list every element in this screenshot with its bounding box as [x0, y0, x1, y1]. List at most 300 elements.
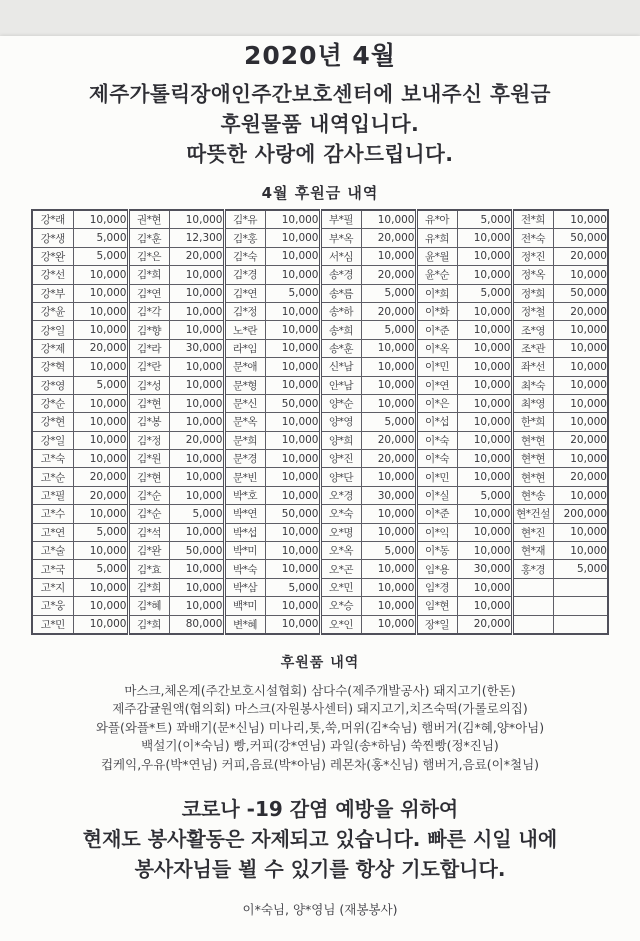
donor-amount: 10,000 — [553, 210, 608, 229]
donor-name: 문*옥 — [224, 413, 265, 431]
donor-name: 김*경 — [224, 266, 265, 284]
donor-name: 조*영 — [512, 321, 553, 339]
donor-amount: 50,000 — [265, 505, 320, 523]
donor-amount: 50,000 — [265, 394, 320, 412]
donor-amount: 10,000 — [265, 486, 320, 504]
donor-name: 송*훈 — [320, 339, 361, 357]
donor-name: 오*인 — [320, 615, 361, 634]
donor-amount: 10,000 — [553, 358, 608, 376]
donor-amount: 5,000 — [457, 210, 512, 229]
donor-amount: 5,000 — [265, 284, 320, 302]
donor-amount: 10,000 — [361, 247, 416, 265]
donor-amount: 10,000 — [361, 358, 416, 376]
donor-amount: 30,000 — [169, 339, 224, 357]
donor-name: 노*란 — [224, 321, 265, 339]
donor-name: 오*옥 — [320, 542, 361, 560]
closing-message — [0, 794, 640, 884]
donor-amount: 10,000 — [553, 542, 608, 560]
donor-name: 문*희 — [224, 431, 265, 449]
donor-amount: 10,000 — [553, 339, 608, 357]
donor-amount: 80,000 — [169, 615, 224, 634]
donor-name: 조*관 — [512, 339, 553, 357]
donor-amount: 20,000 — [553, 431, 608, 449]
donor-name: 이*연 — [416, 376, 457, 394]
donor-name: 강*현 — [32, 413, 73, 431]
donation-table-body — [32, 210, 608, 634]
donor-amount: 5,000 — [361, 284, 416, 302]
donor-name: 이*실 — [416, 486, 457, 504]
donor-amount: 10,000 — [265, 339, 320, 357]
donor-name: 오*경 — [320, 486, 361, 504]
donor-name: 전*숙 — [512, 229, 553, 247]
donor-name: 이*숙 — [416, 450, 457, 468]
donor-name: 강*일 — [32, 431, 73, 449]
donor-name: 임*현 — [416, 597, 457, 615]
donor-amount: 10,000 — [361, 560, 416, 578]
donor-amount: 200,000 — [553, 505, 608, 523]
donor-amount: 10,000 — [73, 358, 128, 376]
donor-amount — [553, 597, 608, 615]
donor-amount: 20,000 — [553, 247, 608, 265]
donor-amount: 5,000 — [457, 486, 512, 504]
donor-amount: 10,000 — [361, 523, 416, 541]
donor-name: 김*성 — [128, 376, 169, 394]
donor-amount: 10,000 — [265, 468, 320, 486]
donor-amount: 10,000 — [169, 468, 224, 486]
donor-name: 양*순 — [320, 394, 361, 412]
goods-list — [0, 682, 640, 775]
donor-name: 박*연 — [224, 505, 265, 523]
donor-amount: 20,000 — [169, 431, 224, 449]
donor-amount: 10,000 — [265, 523, 320, 541]
donor-amount: 10,000 — [169, 597, 224, 615]
donor-amount: 10,000 — [457, 247, 512, 265]
donor-amount: 10,000 — [169, 394, 224, 412]
subtitle-line-2: 후원물품 내역입니다. — [220, 112, 420, 136]
donor-amount: 5,000 — [169, 505, 224, 523]
donor-amount: 20,000 — [361, 266, 416, 284]
donor-amount: 10,000 — [457, 376, 512, 394]
donor-name: 김*각 — [128, 302, 169, 320]
donor-name: 좌*선 — [512, 358, 553, 376]
goods-line: 백설기(이*숙님) 빵,커피(강*연님) 과일(송*하님) 쑥찐빵(정*진님) — [141, 738, 499, 754]
donor-amount: 10,000 — [265, 597, 320, 615]
donor-amount: 20,000 — [361, 229, 416, 247]
donor-name: 문*형 — [224, 376, 265, 394]
donor-amount — [553, 578, 608, 596]
donor-name: 현*재 — [512, 542, 553, 560]
donor-amount: 30,000 — [457, 560, 512, 578]
table-row — [32, 394, 608, 412]
donor-amount: 10,000 — [265, 615, 320, 634]
donor-name: 고*순 — [32, 468, 73, 486]
donor-name: 박*섭 — [224, 523, 265, 541]
donor-name: 강*윤 — [32, 302, 73, 320]
donor-amount: 5,000 — [73, 523, 128, 541]
donor-name: 신*남 — [320, 358, 361, 376]
donor-name: 강*생 — [32, 229, 73, 247]
donor-name: 강*제 — [32, 339, 73, 357]
closing-line: 봉사자님들 뵐 수 있기를 항상 기도합니다. — [134, 857, 506, 882]
donor-amount: 10,000 — [553, 486, 608, 504]
donor-amount: 10,000 — [457, 431, 512, 449]
donor-amount: 10,000 — [265, 450, 320, 468]
donor-amount: 5,000 — [361, 542, 416, 560]
donor-amount — [553, 615, 608, 634]
donor-name: 김*정 — [128, 431, 169, 449]
donor-name: 김*향 — [128, 321, 169, 339]
donor-amount: 10,000 — [361, 394, 416, 412]
donor-name: 유*희 — [416, 229, 457, 247]
donor-amount: 10,000 — [265, 302, 320, 320]
donor-amount: 5,000 — [73, 229, 128, 247]
donor-name: 김*라 — [128, 339, 169, 357]
donor-name: 현*현 — [512, 450, 553, 468]
donor-name: 장*일 — [416, 615, 457, 634]
donor-amount: 10,000 — [553, 523, 608, 541]
donor-name: 강*부 — [32, 284, 73, 302]
donor-name: 부*옥 — [320, 229, 361, 247]
donor-name: 오*곤 — [320, 560, 361, 578]
donor-name: 백*미 — [224, 597, 265, 615]
subtitle-line-1: 제주가톨릭장애인주간보호센터에 보내주신 후원금 — [89, 82, 551, 106]
donor-amount: 10,000 — [169, 302, 224, 320]
donor-name: 현*진 — [512, 523, 553, 541]
donor-amount: 10,000 — [457, 339, 512, 357]
donation-table-title: 4월 후원금 내역 — [261, 184, 379, 202]
donor-amount: 10,000 — [265, 413, 320, 431]
donor-amount: 10,000 — [169, 376, 224, 394]
credit-line: 이*숙님, 양*영님 (재봉봉사) — [242, 902, 398, 918]
donor-name: 김*유 — [224, 210, 265, 229]
donor-amount: 10,000 — [457, 578, 512, 596]
donor-amount: 10,000 — [457, 505, 512, 523]
donor-amount: 10,000 — [361, 339, 416, 357]
donor-amount: 10,000 — [457, 468, 512, 486]
donor-name: 김*봉 — [128, 413, 169, 431]
donor-amount: 20,000 — [361, 302, 416, 320]
donor-name: 문*신 — [224, 394, 265, 412]
donor-name: 현*건설 — [512, 505, 553, 523]
donor-amount: 10,000 — [265, 376, 320, 394]
donor-name: 이*준 — [416, 321, 457, 339]
donor-name: 현*송 — [512, 486, 553, 504]
scanned-document-page — [0, 36, 640, 941]
donor-name: 김*현 — [128, 468, 169, 486]
donor-amount: 5,000 — [73, 560, 128, 578]
donor-amount: 20,000 — [73, 468, 128, 486]
donor-amount: 10,000 — [457, 358, 512, 376]
donor-amount: 10,000 — [169, 284, 224, 302]
donor-amount: 10,000 — [361, 505, 416, 523]
donor-amount: 5,000 — [361, 413, 416, 431]
table-row — [32, 431, 608, 449]
donor-name: 정*옥 — [512, 266, 553, 284]
donor-name: 김*희 — [128, 266, 169, 284]
donor-amount: 10,000 — [265, 358, 320, 376]
donor-amount: 10,000 — [553, 376, 608, 394]
donor-name: 변*혜 — [224, 615, 265, 634]
donor-name: 안*남 — [320, 376, 361, 394]
donor-amount: 10,000 — [361, 597, 416, 615]
table-row — [32, 302, 608, 320]
donor-name: 박*미 — [224, 542, 265, 560]
donor-name: 강*일 — [32, 321, 73, 339]
donor-amount: 12,300 — [169, 229, 224, 247]
donor-name: 문*경 — [224, 450, 265, 468]
donor-amount: 10,000 — [265, 247, 320, 265]
table-row — [32, 523, 608, 541]
donor-name: 강*래 — [32, 210, 73, 229]
donor-name: 최*숙 — [512, 376, 553, 394]
donor-amount: 10,000 — [73, 597, 128, 615]
table-row — [32, 578, 608, 596]
donor-amount: 10,000 — [265, 229, 320, 247]
donor-amount: 10,000 — [457, 523, 512, 541]
donor-amount: 10,000 — [265, 210, 320, 229]
table-row — [32, 284, 608, 302]
document-header — [0, 36, 640, 169]
donor-amount: 10,000 — [265, 560, 320, 578]
donor-name: 송*경 — [320, 266, 361, 284]
donor-amount: 10,000 — [73, 284, 128, 302]
donor-name: 이*희 — [416, 284, 457, 302]
donor-amount: 5,000 — [553, 560, 608, 578]
donor-name: 양*희 — [320, 431, 361, 449]
donor-name: 양*영 — [320, 413, 361, 431]
page-title: 2020년 4월 — [244, 41, 396, 70]
donor-name: 부*필 — [320, 210, 361, 229]
donor-amount: 10,000 — [553, 266, 608, 284]
donor-name: 김*숙 — [224, 247, 265, 265]
donor-name: 고*연 — [32, 523, 73, 541]
donor-name: 오*승 — [320, 597, 361, 615]
donor-name: 김*란 — [128, 358, 169, 376]
donor-name: 이*은 — [416, 394, 457, 412]
donor-amount: 20,000 — [457, 615, 512, 634]
table-row — [32, 505, 608, 523]
table-row — [32, 339, 608, 357]
donor-amount: 10,000 — [73, 302, 128, 320]
donor-name: 이*민 — [416, 468, 457, 486]
donor-amount: 10,000 — [73, 450, 128, 468]
donor-name: 윤*월 — [416, 247, 457, 265]
donor-name: 김*정 — [224, 302, 265, 320]
donor-name: 김*석 — [128, 523, 169, 541]
donor-name: 전*희 — [512, 210, 553, 229]
donor-amount: 10,000 — [73, 578, 128, 596]
table-row — [32, 247, 608, 265]
donor-amount: 20,000 — [553, 302, 608, 320]
donor-name: 이*옥 — [416, 339, 457, 357]
donor-name: 정*진 — [512, 247, 553, 265]
donor-name: 이*민 — [416, 358, 457, 376]
donor-name: 김*순 — [128, 486, 169, 504]
donor-name: 이*준 — [416, 505, 457, 523]
donor-name: 문*애 — [224, 358, 265, 376]
donor-name: 오*민 — [320, 578, 361, 596]
donor-name: 문*빈 — [224, 468, 265, 486]
donor-amount: 10,000 — [457, 413, 512, 431]
donor-amount: 10,000 — [361, 615, 416, 634]
donor-amount: 10,000 — [361, 210, 416, 229]
closing-line: 현재도 봉사활동은 자제되고 있습니다. 빠른 시일 내에 — [82, 827, 558, 852]
donor-amount: 10,000 — [169, 413, 224, 431]
donor-amount: 50,000 — [169, 542, 224, 560]
goods-title: 후원품 내역 — [280, 654, 360, 671]
donor-name: 김*완 — [128, 542, 169, 560]
donor-amount: 10,000 — [73, 394, 128, 412]
table-row — [32, 597, 608, 615]
donor-amount: 30,000 — [361, 486, 416, 504]
donor-amount: 10,000 — [169, 321, 224, 339]
donor-amount: 10,000 — [361, 468, 416, 486]
donor-name: 김*희 — [128, 615, 169, 634]
donor-name — [512, 597, 553, 615]
donor-name: 고*수 — [32, 505, 73, 523]
donor-name: 박*숙 — [224, 560, 265, 578]
donor-amount: 10,000 — [169, 523, 224, 541]
donor-amount: 10,000 — [73, 210, 128, 229]
donor-name: 김*훈 — [128, 229, 169, 247]
donor-name: 라*임 — [224, 339, 265, 357]
donor-amount: 10,000 — [73, 413, 128, 431]
donor-name: 이*화 — [416, 302, 457, 320]
donor-amount: 5,000 — [457, 284, 512, 302]
donor-name: 권*현 — [128, 210, 169, 229]
donor-name: 김*연 — [224, 284, 265, 302]
donor-name: 양*단 — [320, 468, 361, 486]
donor-name: 현*현 — [512, 431, 553, 449]
donor-amount: 10,000 — [265, 321, 320, 339]
donor-name: 송*희 — [320, 321, 361, 339]
closing-line: 코로나 -19 감염 예방을 위하여 — [181, 797, 459, 822]
donor-name: 박*호 — [224, 486, 265, 504]
donor-name: 고*민 — [32, 615, 73, 634]
donor-amount: 5,000 — [361, 321, 416, 339]
donor-amount: 5,000 — [73, 376, 128, 394]
goods-line: 와플(와플*트) 꽈배기(문*신님) 미나리,톳,쑥,머위(김*숙님) 햄버거(김*혜,양*아님) — [95, 719, 545, 735]
donor-amount: 10,000 — [457, 229, 512, 247]
donor-name: 오*숙 — [320, 505, 361, 523]
table-row — [32, 266, 608, 284]
donor-amount: 10,000 — [457, 597, 512, 615]
donor-name: 고*숙 — [32, 450, 73, 468]
donor-name: 김*희 — [128, 578, 169, 596]
donor-name: 고*지 — [32, 578, 73, 596]
donor-name: 이*숙 — [416, 431, 457, 449]
donor-amount: 10,000 — [169, 358, 224, 376]
goods-line: 마스크,체온계(주간보호시설협회) 삼다수(제주개발공사) 돼지고기(한돈) — [124, 682, 516, 698]
donor-name: 이*익 — [416, 523, 457, 541]
donor-name: 한*희 — [512, 413, 553, 431]
goods-line: 컵케익,우유(박*연님) 커피,음료(박*아님) 레몬차(홍*신님) 햄버거,음료(이*철님) — [100, 756, 540, 772]
donor-name: 김*연 — [128, 284, 169, 302]
table-row — [32, 229, 608, 247]
donor-amount: 10,000 — [169, 578, 224, 596]
table-row — [32, 321, 608, 339]
donor-amount: 10,000 — [73, 615, 128, 634]
donor-name: 임*용 — [416, 560, 457, 578]
table-row — [32, 615, 608, 634]
subtitle-line-3: 따뜻한 사랑에 감사드립니다. — [186, 142, 454, 166]
donor-name: 최*영 — [512, 394, 553, 412]
goods-line: 제주감귤원액(협의회) 마스크(자원봉사센터) 돼지고기,치즈숙떡(가롤로의집) — [112, 701, 528, 717]
donor-name: 김*현 — [128, 394, 169, 412]
donor-name: 유*아 — [416, 210, 457, 229]
donor-amount: 5,000 — [265, 578, 320, 596]
donor-name — [512, 578, 553, 596]
donor-name: 박*삼 — [224, 578, 265, 596]
donor-amount: 10,000 — [73, 266, 128, 284]
table-row — [32, 413, 608, 431]
donor-name: 정*희 — [512, 284, 553, 302]
donor-name: 고*필 — [32, 486, 73, 504]
table-row — [32, 468, 608, 486]
donor-name: 강*선 — [32, 266, 73, 284]
donor-name: 김*은 — [128, 247, 169, 265]
donor-name: 현*현 — [512, 468, 553, 486]
donor-name: 이*동 — [416, 542, 457, 560]
donor-amount: 20,000 — [73, 486, 128, 504]
donor-amount: 5,000 — [73, 247, 128, 265]
donor-name: 홍*경 — [512, 560, 553, 578]
donation-table — [31, 209, 609, 635]
donor-amount: 10,000 — [73, 431, 128, 449]
donor-amount: 10,000 — [553, 394, 608, 412]
donor-amount: 20,000 — [361, 431, 416, 449]
donor-amount: 50,000 — [553, 229, 608, 247]
donor-name: 정*철 — [512, 302, 553, 320]
donor-amount: 10,000 — [169, 560, 224, 578]
table-row — [32, 450, 608, 468]
donor-name: 송*름 — [320, 284, 361, 302]
donor-amount: 10,000 — [73, 542, 128, 560]
table-row — [32, 486, 608, 504]
donor-amount: 10,000 — [457, 394, 512, 412]
donor-amount: 20,000 — [553, 468, 608, 486]
donor-amount: 10,000 — [553, 450, 608, 468]
donor-name: 오*명 — [320, 523, 361, 541]
donor-amount: 10,000 — [265, 431, 320, 449]
donor-name: 김*효 — [128, 560, 169, 578]
donor-amount: 10,000 — [457, 542, 512, 560]
donor-name: 이*섭 — [416, 413, 457, 431]
donor-amount: 10,000 — [361, 578, 416, 596]
donor-name: 고*술 — [32, 542, 73, 560]
donor-amount: 10,000 — [457, 302, 512, 320]
donor-amount: 50,000 — [553, 284, 608, 302]
donor-name: 김*원 — [128, 450, 169, 468]
donor-name — [512, 615, 553, 634]
donor-amount: 10,000 — [265, 266, 320, 284]
donor-amount: 10,000 — [457, 321, 512, 339]
donor-name: 양*진 — [320, 450, 361, 468]
donor-amount: 10,000 — [361, 376, 416, 394]
donor-amount: 20,000 — [361, 450, 416, 468]
table-row — [32, 542, 608, 560]
donor-amount: 10,000 — [457, 450, 512, 468]
donor-amount: 10,000 — [169, 266, 224, 284]
table-row — [32, 560, 608, 578]
donor-amount: 10,000 — [553, 413, 608, 431]
donor-name: 서*심 — [320, 247, 361, 265]
table-row — [32, 210, 608, 229]
donor-amount: 10,000 — [457, 266, 512, 284]
donor-amount: 10,000 — [169, 210, 224, 229]
donor-name: 김*순 — [128, 505, 169, 523]
donor-name: 송*하 — [320, 302, 361, 320]
